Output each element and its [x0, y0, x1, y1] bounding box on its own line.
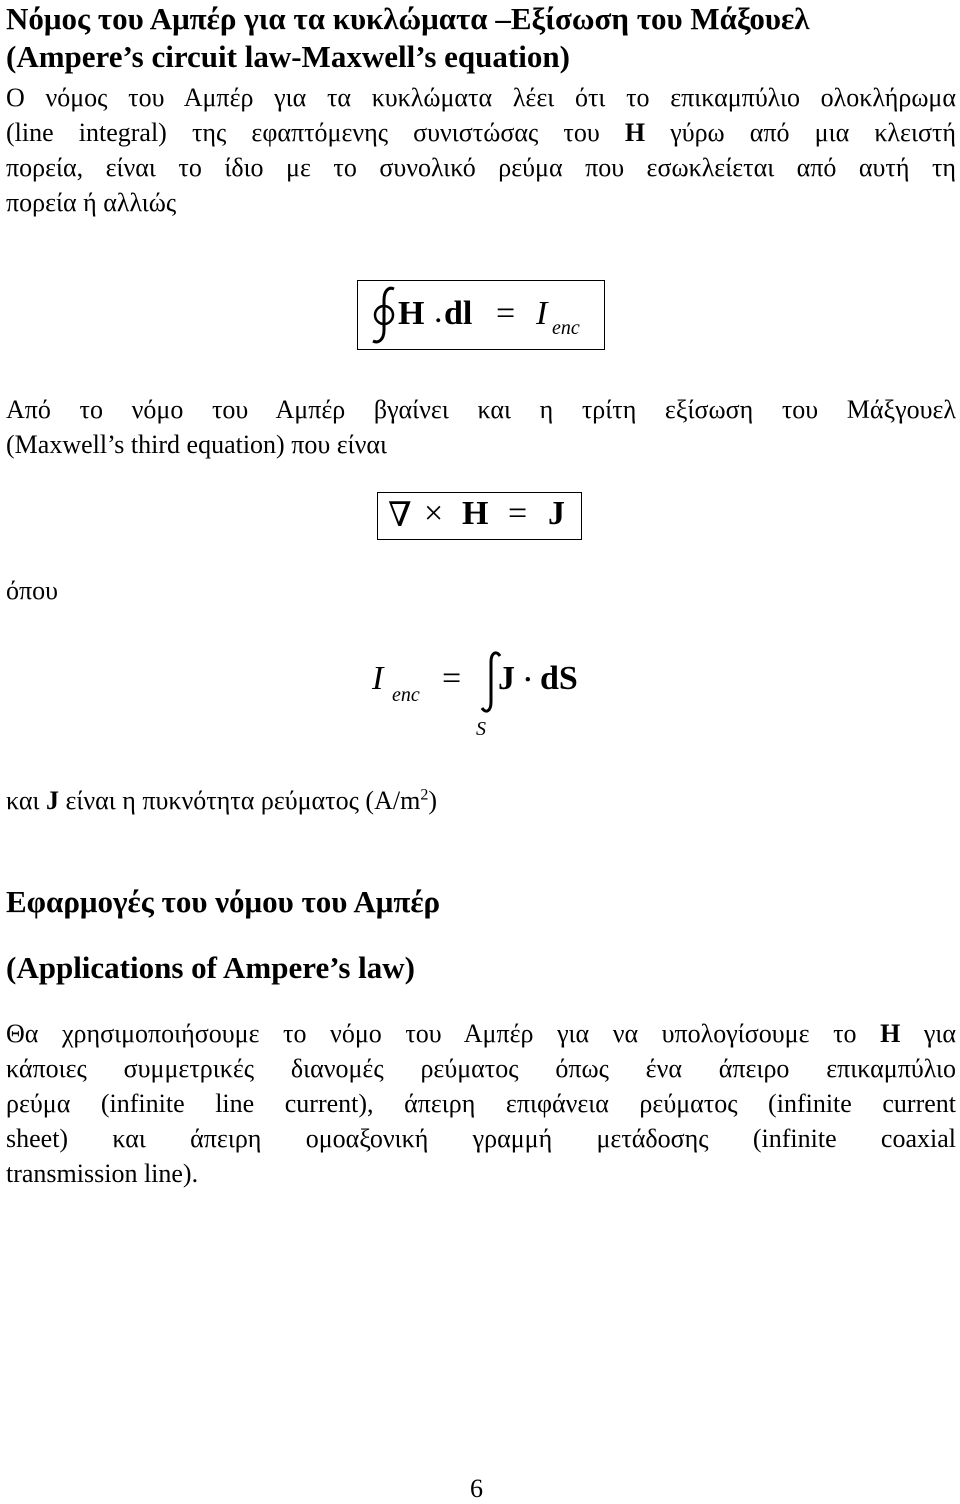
eq3-dS: dS: [540, 660, 578, 697]
bold-symbol-H: H: [880, 1019, 901, 1048]
eq1-subscript-enc: enc: [552, 317, 580, 339]
eq3-I: I: [372, 660, 384, 697]
eq1-dl: dl: [444, 295, 473, 332]
eq2-equals: =: [508, 495, 528, 532]
density-superscript: 2: [420, 786, 429, 804]
eq1-I: I: [536, 295, 548, 332]
applications-line-5: transmission line).: [6, 1159, 199, 1188]
bold-symbol-H: H: [624, 118, 646, 147]
eq3-dot: ⋅: [522, 662, 534, 699]
applications-line-4: sheet) και άπειρη ομοαξονική γραμμή μετάδοσης (infinite coaxial: [6, 1124, 956, 1153]
cross-symbol: ×: [424, 495, 444, 532]
eq3-subscript-enc: enc: [392, 684, 420, 706]
page-number: 6: [470, 1474, 483, 1503]
title-line-greek: Νόμος του Αμπέρ για τα κυκλώματα –Εξίσωση του Μάξουελ: [6, 1, 810, 36]
density-J: J: [46, 786, 59, 815]
density-text: είναι η πυκνότητα ρεύματος (A/m: [59, 786, 421, 815]
eq1-H: H: [398, 295, 425, 332]
intro-line-4: πορεία ή αλλιώς: [6, 188, 177, 217]
eq1-equals: =: [496, 295, 516, 332]
eq1-dot: .: [434, 293, 443, 330]
intro-line-3: πορεία, είναι το ίδιο με το συνολικό ρεύμα που εσωκλείεται από αυτή τη: [6, 153, 956, 182]
density-prefix: και: [6, 786, 46, 815]
eq3-J: J: [498, 660, 515, 697]
equation-enclosed-current: [370, 652, 630, 747]
eq2-J: J: [548, 495, 565, 532]
density-suffix: ): [428, 786, 437, 815]
applications-paragraph: [6, 1016, 956, 1191]
eq3-equals: =: [442, 660, 462, 697]
maxwell-paragraph: [6, 392, 956, 462]
maxwell-line-2: (Maxwell’s third equation) που είναι: [6, 430, 387, 459]
intro-paragraph: [6, 80, 956, 220]
applications-line-3: ρεύμα (infinite line current), άπειρη επιφάνεια ρεύματος (infinite current: [6, 1089, 956, 1118]
eq2-H: H: [462, 495, 489, 532]
current-density-text: [6, 786, 437, 816]
applications-line-1: Θα χρησιμοποιήσουμε το νόμο του Αμπέρ για να υπολογίσουμε το H για: [6, 1019, 956, 1048]
section-heading-greek: Εφαρμογές του νόμου του Αμπέρ: [6, 884, 441, 919]
eq3-subscript-S: S: [476, 718, 486, 740]
equation-curl: [377, 492, 582, 540]
equation-ampere-integral: [357, 280, 605, 350]
title-line-english: (Ampere’s circuit law-Maxwell’s equation): [6, 39, 570, 74]
maxwell-line-1: Από το νόμο του Αμπέρ βγαίνει και η τρίτη εξίσωση του Μάξγουελ: [6, 395, 956, 424]
section-heading-english: (Applications of Ampere’s law): [6, 950, 416, 985]
applications-line-2: κάποιες συμμετρικές διανομές ρεύματος όπως ένα άπειρο επικαμπύλιο: [6, 1054, 956, 1083]
intro-line-2: (line integral) της εφαπτόμενης συνιστώσας του H γύρω από μια κλειστή: [6, 118, 956, 147]
nabla-symbol: ∇: [388, 497, 412, 534]
where-label: όπου: [6, 576, 58, 605]
intro-line-1: Ο νόμος του Αμπέρ για τα κυκλώματα λέει ότι το επικαμπύλιο ολοκλήρωμα: [6, 83, 956, 112]
page-title: [6, 0, 956, 76]
